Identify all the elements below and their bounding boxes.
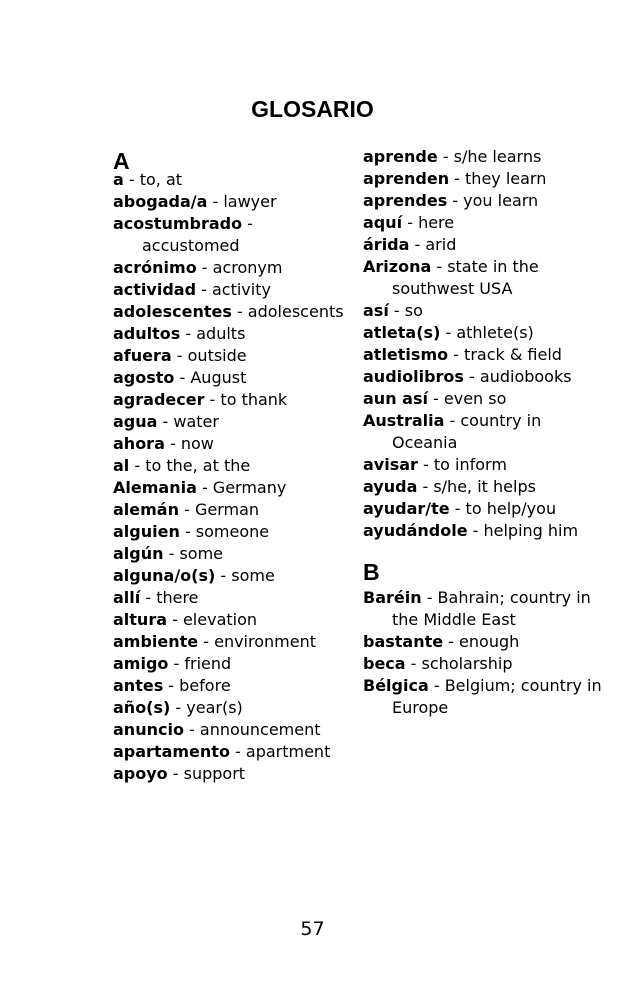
entry-definition: - acronym	[196, 258, 283, 277]
glossary-entry	[363, 675, 603, 719]
glossary-entry	[113, 609, 353, 631]
entry-term: alguien	[113, 522, 180, 541]
entry-definition: - activity	[196, 280, 271, 299]
entry-term: algún	[113, 544, 164, 563]
entry-definition: - someone	[179, 522, 270, 541]
entry-term: allí	[113, 588, 141, 607]
glossary-entry	[113, 257, 353, 279]
entry-term: altura	[113, 610, 168, 629]
entry-definition: - country in Oceania	[392, 411, 542, 452]
entry-definition: - some	[163, 544, 224, 563]
entry-term: afuera	[113, 346, 172, 365]
glossary-entry	[363, 388, 603, 410]
entry-definition: - even so	[427, 389, 507, 408]
entry-term: aprenden	[363, 169, 450, 188]
section-gap	[363, 542, 603, 557]
glossary-entry	[113, 587, 353, 609]
entry-term: árida	[363, 235, 410, 254]
entry-definition: - track & field	[448, 345, 562, 364]
glossary-entry	[113, 719, 353, 741]
glossary-entry	[363, 256, 603, 300]
entry-term: ayudar/te	[363, 499, 450, 518]
glossary-entry	[113, 345, 353, 367]
glossary-entry	[113, 389, 353, 411]
entry-definition: - enough	[443, 632, 520, 651]
entry-term: así	[363, 301, 389, 320]
entry-definition: - elevation	[167, 610, 258, 629]
entry-definition: - adolescents	[231, 302, 344, 321]
entry-definition: - here	[402, 213, 455, 232]
entry-definition: - announcement	[183, 720, 321, 739]
entry-term: Alemania	[113, 478, 197, 497]
entry-list-left	[113, 169, 353, 785]
glossary-entry	[113, 675, 353, 697]
entry-definition: - s/he, it helps	[417, 477, 536, 496]
entry-definition: - state in the southwest USA	[392, 257, 539, 298]
entry-definition: - apartment	[229, 742, 331, 761]
entry-term: atleta(s)	[363, 323, 441, 342]
entry-definition: - lawyer	[207, 192, 277, 211]
glossary-entry	[113, 367, 353, 389]
entry-term: amigo	[113, 654, 169, 673]
entry-term: año(s)	[113, 698, 171, 717]
entry-term: aun así	[363, 389, 428, 408]
glossary-entry	[363, 476, 603, 498]
entry-definition: - s/he learns	[437, 147, 542, 166]
entry-definition: - helping him	[467, 521, 579, 540]
entry-term: atletismo	[363, 345, 449, 364]
glossary-entry	[363, 322, 603, 344]
entry-term: abogada/a	[113, 192, 208, 211]
glossary-entry	[363, 300, 603, 322]
entry-definition: - some	[215, 566, 275, 585]
glossary-entry	[363, 344, 603, 366]
entry-definition: - year(s)	[170, 698, 243, 717]
glossary-entry	[363, 631, 603, 653]
glossary-entry	[113, 411, 353, 433]
glossary-entry	[113, 477, 353, 499]
entry-term: ayudándole	[363, 521, 468, 540]
entry-term: actividad	[113, 280, 197, 299]
glossary-entry	[363, 520, 603, 542]
entry-term: al	[113, 456, 130, 475]
glossary-entry	[113, 763, 353, 785]
entry-definition: - friend	[168, 654, 232, 673]
entry-term: ahora	[113, 434, 165, 453]
entry-definition: - Germany	[196, 478, 287, 497]
entry-term: acostumbrado	[113, 214, 243, 233]
entry-definition: - there	[140, 588, 199, 607]
entry-term: Australia	[363, 411, 445, 430]
entry-term: apartamento	[113, 742, 230, 761]
entry-term: Baréin	[363, 588, 422, 607]
glossary-entry	[113, 565, 353, 587]
entry-definition: - accustomed	[142, 214, 253, 255]
glossary-entry	[113, 279, 353, 301]
entry-term: aquí	[363, 213, 403, 232]
entry-definition: - audiobooks	[463, 367, 572, 386]
glossary-entry	[113, 301, 353, 323]
entry-term: agosto	[113, 368, 175, 387]
glossary-entry	[113, 631, 353, 653]
entry-definition: - Belgium; country in Europe	[392, 676, 602, 717]
entry-definition: - water	[157, 412, 219, 431]
entry-term: Arizona	[363, 257, 432, 276]
entry-list-right-a	[363, 146, 603, 542]
entry-definition: - support	[167, 764, 246, 783]
glossary-entry	[113, 433, 353, 455]
entry-definition: - athlete(s)	[440, 323, 534, 342]
page-number: 57	[300, 918, 325, 940]
glossary-entry	[363, 587, 603, 631]
glossary-entry	[113, 213, 353, 257]
section-letter-a: A	[113, 148, 130, 174]
entry-definition: - to thank	[204, 390, 288, 409]
glossary-entry	[113, 543, 353, 565]
entry-term: ayuda	[363, 477, 418, 496]
glossary-entry	[363, 653, 603, 675]
entry-definition: - adults	[180, 324, 246, 343]
glossary-entry	[363, 212, 603, 234]
entry-definition: - German	[179, 500, 260, 519]
entry-term: anuncio	[113, 720, 184, 739]
entry-term: Bélgica	[363, 676, 429, 695]
glossary-entry	[363, 410, 603, 454]
glossary-entry	[363, 190, 603, 212]
entry-definition: - environment	[198, 632, 316, 651]
entry-term: alemán	[113, 500, 179, 519]
glossary-entry	[363, 498, 603, 520]
entry-list-right-b	[363, 587, 603, 719]
entry-definition: - outside	[171, 346, 247, 365]
entry-definition: - before	[163, 676, 231, 695]
glossary-entry	[363, 234, 603, 256]
glossary-entry	[113, 169, 353, 191]
entry-term: aprendes	[363, 191, 448, 210]
entry-term: antes	[113, 676, 164, 695]
glossary-entry	[113, 455, 353, 477]
entry-term: alguna/o(s)	[113, 566, 216, 585]
entry-term: adolescentes	[113, 302, 232, 321]
glossary-entry	[113, 499, 353, 521]
entry-term: bastante	[363, 632, 444, 651]
glossary-entry	[113, 697, 353, 719]
glossary-column-right	[363, 146, 603, 719]
entry-definition: - to inform	[417, 455, 507, 474]
entry-term: beca	[363, 654, 406, 673]
entry-definition: - so	[388, 301, 423, 320]
entry-term: agua	[113, 412, 158, 431]
entry-term: acrónimo	[113, 258, 197, 277]
entry-term: ambiente	[113, 632, 199, 651]
glossary-entry	[113, 521, 353, 543]
glossary-entry	[363, 168, 603, 190]
entry-definition: - they learn	[449, 169, 547, 188]
entry-definition: - now	[164, 434, 214, 453]
entry-definition: - arid	[409, 235, 457, 254]
entry-definition: - to help/you	[449, 499, 557, 518]
entry-term: aprende	[363, 147, 438, 166]
entry-definition: - to the, at the	[129, 456, 251, 475]
entry-term: adultos	[113, 324, 181, 343]
glossary-entry	[113, 653, 353, 675]
entry-definition: - August	[174, 368, 247, 387]
glossary-entry	[363, 366, 603, 388]
entry-term: a	[113, 170, 124, 189]
glossary-entry	[363, 146, 603, 168]
glossary-entry	[113, 191, 353, 213]
page-title: GLOSARIO	[251, 96, 374, 122]
glossary-column-left	[113, 146, 353, 785]
entry-term: apoyo	[113, 764, 168, 783]
glossary-entry	[113, 323, 353, 345]
section-letter-b: B	[363, 559, 380, 585]
entry-definition: - Bahrain; country in the Middle East	[392, 588, 591, 629]
glossary-entry	[363, 454, 603, 476]
entry-definition: - to, at	[123, 170, 183, 189]
entry-term: audiolibros	[363, 367, 464, 386]
entry-term: agradecer	[113, 390, 205, 409]
entry-definition: - you learn	[447, 191, 539, 210]
glossary-entry	[113, 741, 353, 763]
entry-definition: - scholarship	[405, 654, 513, 673]
entry-term: avisar	[363, 455, 418, 474]
